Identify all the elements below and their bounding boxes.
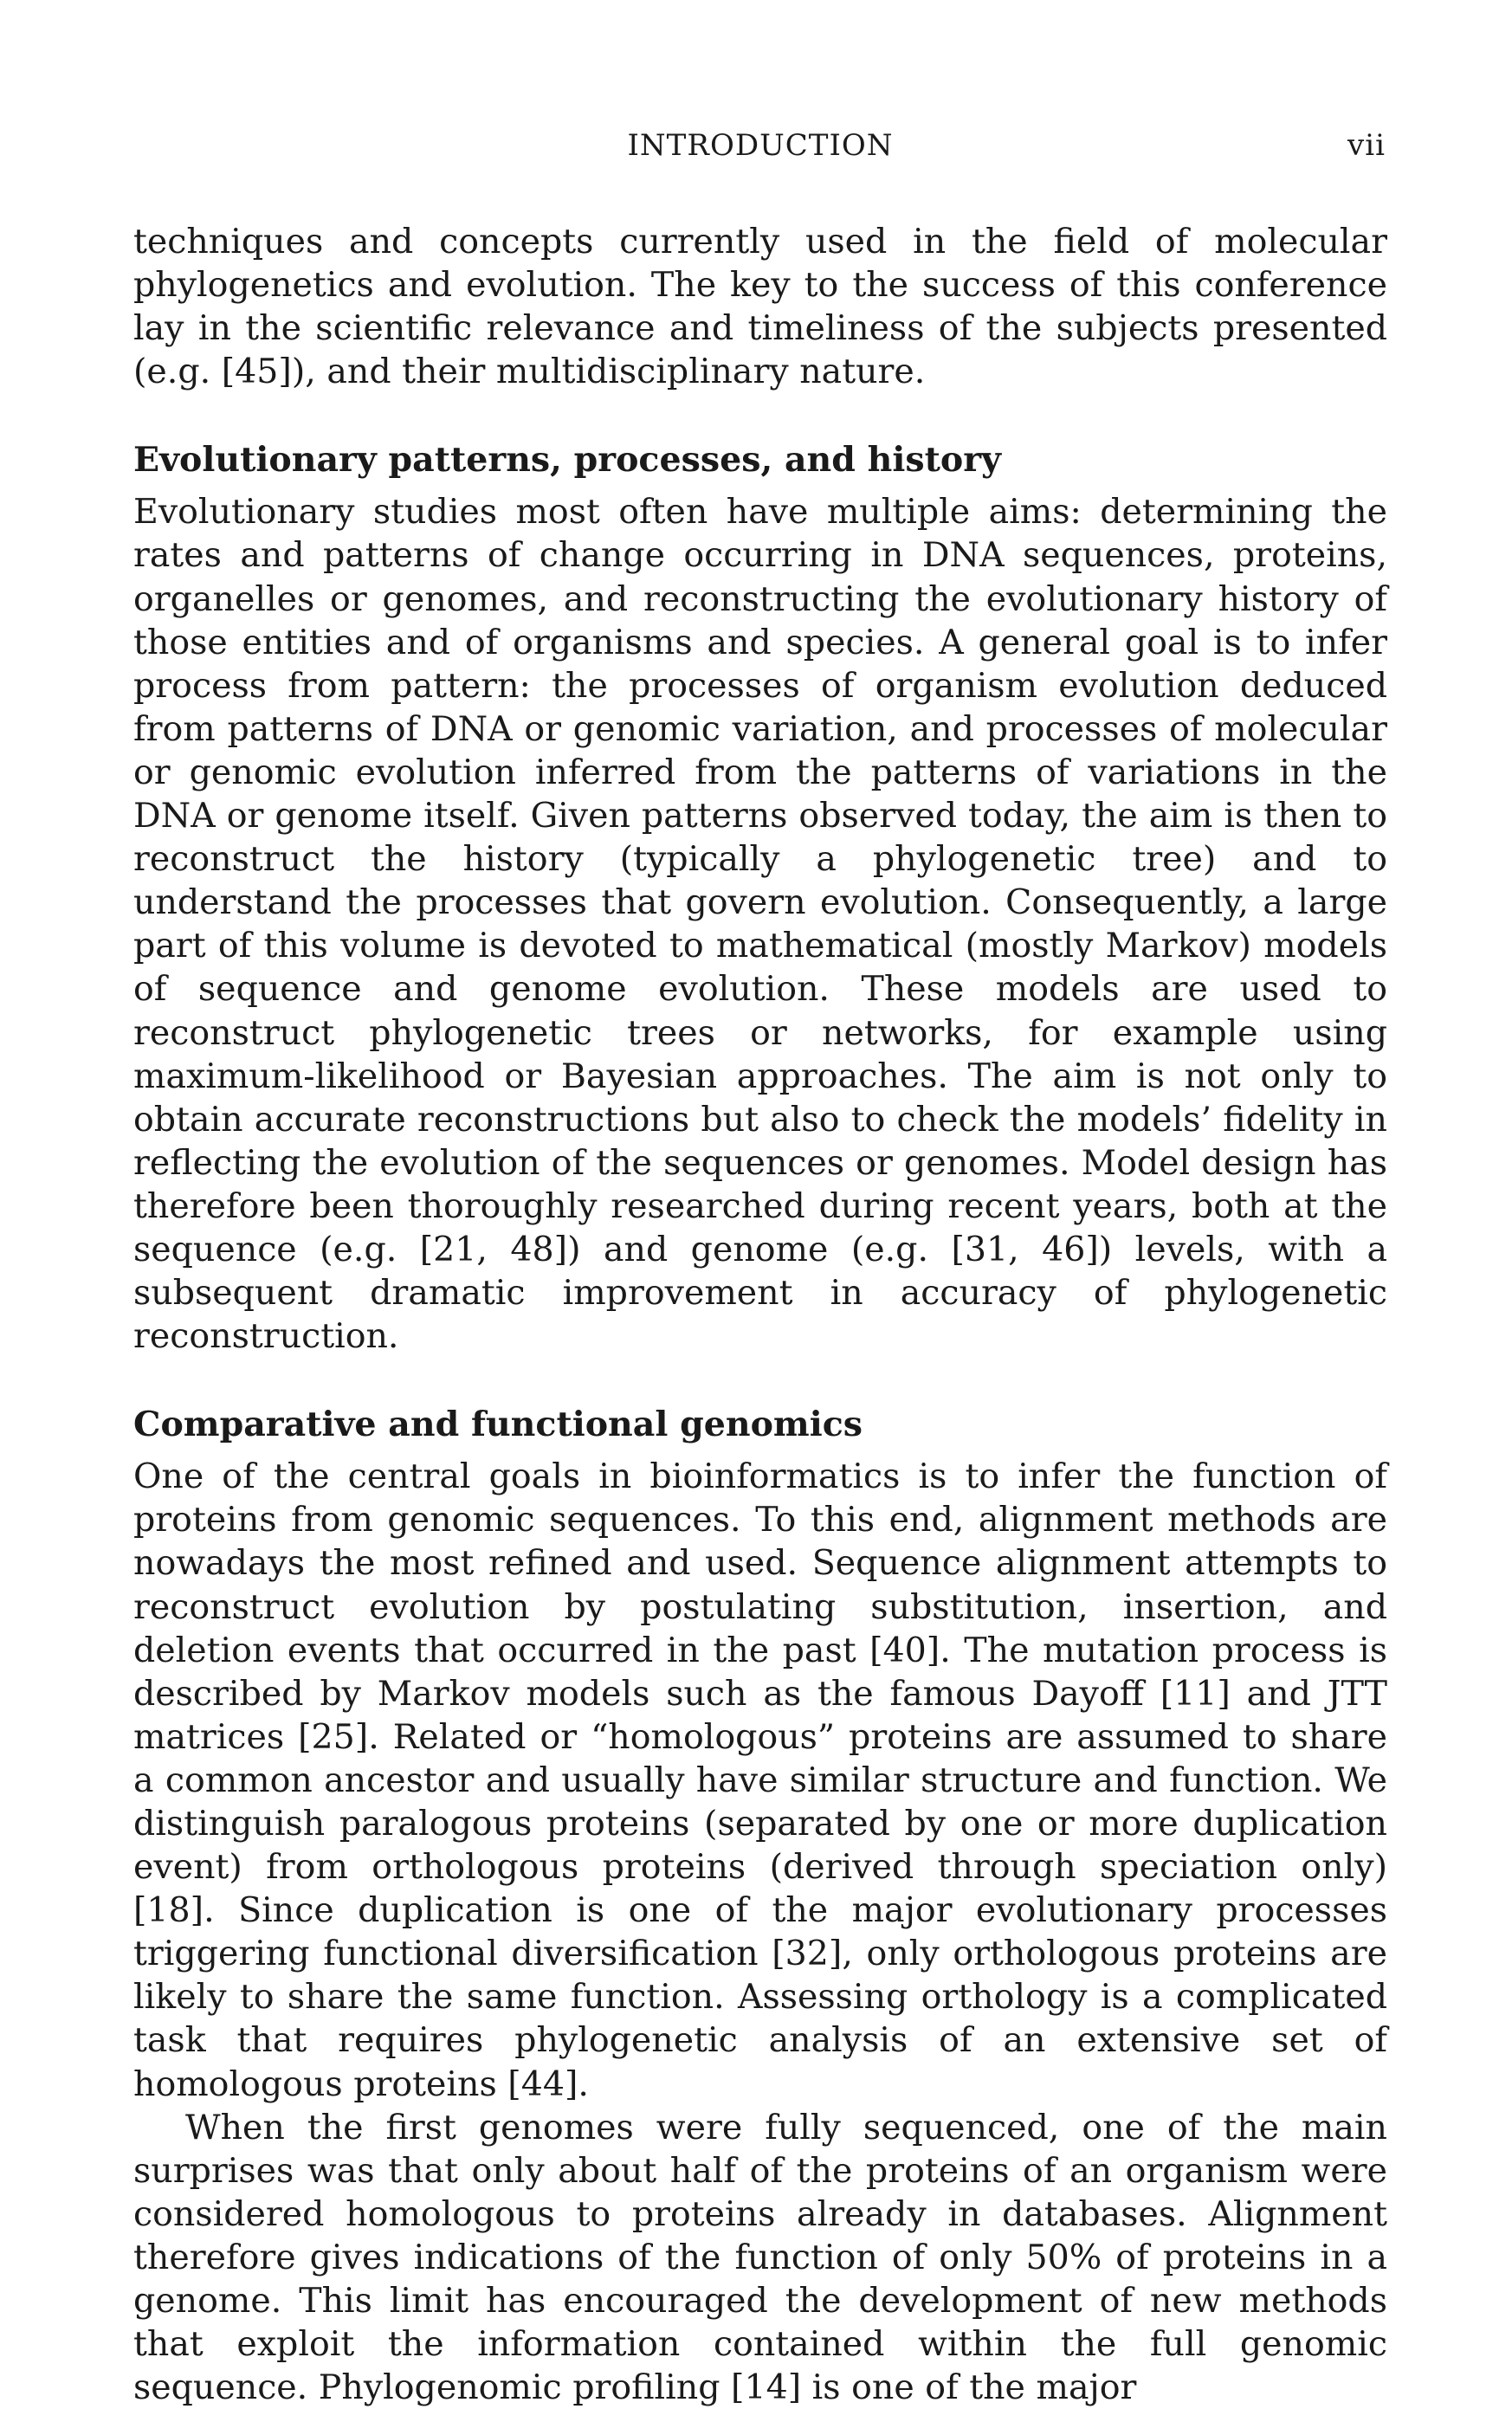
section-heading: Comparative and functional genomics (133, 1405, 863, 1445)
section-evolutionary-patterns (133, 438, 1387, 1358)
body-paragraph: Evolutionary studies most often have multiple aims: determining the rates and patterns of change occurring in DNA sequences, proteins, organelles or genomes, and reconstructing the evolutionary history of those entities and of organisms and species. A general goal is to infer process from pattern: the processes of organism evolution deduced from patterns of DNA or genomic variation, and processes of molecular or genomic evolution inferred from the patterns of variations in the DNA or genome itself. Given patterns observed today, the aim is then to reconstruct the history (typically a phylogenetic tree) and to understand the processes that govern evolution. Consequently, a large part of this volume is devoted to mathematical (mostly Markov) models of sequence and genome evolution. These models are used to reconstruct phylogenetic trees or networks, for example using maximum-likelihood or Bayesian approaches. The aim is not only to obtain accurate reconstructions but also to check the models’ fidelity in reflecting the evolution of the sequences or genomes. Model design has therefore been thoroughly researched during recent years, both at the sequence (e.g. [21, 48]) and genome (e.g. [31, 46]) levels, with a subsequent dramatic improvement in accuracy of phylogenetic reconstruction. (133, 492, 1387, 1357)
page-number: vii (1347, 128, 1386, 163)
body-paragraph: One of the central goals in bioinformatics is to infer the function of proteins from genomic sequences. To this end, alignment methods are nowadays the most refined and used. Sequence alignment attempts to reconstruct evolution by postulating substitution, insertion, and deletion events that occurred in the past [40]. The mutation process is described by Markov models such as the famous Dayoff [11] and JTT matrices [25]. Related or “homologous” proteins are assumed to share a common ancestor and usually have similar structure and function. We distinguish paralogous proteins (separated by one or more duplication event) from orthologous proteins (derived through speciation only) [18]. Since duplication is one of the major evolutionary processes triggering functional diversification [32], only orthologous proteins are likely to share the same function. Assessing orthology is a complicated task that requires phylogenetic analysis of an extensive set of homologous proteins [44]. (133, 1456, 1387, 2104)
section-comparative-genomics (133, 1403, 1387, 2409)
book-page (133, 121, 1387, 2409)
body-paragraph: When the first genomes were fully sequenced, one of the main surprises was that only about half of the proteins of an organism were considered homologous to proteins already in databases. Alignment therefore gives indications of the function of only 50% of proteins in a genome. This limit has encouraged the development of new methods that exploit the information contained within the full genomic sequence. Phylogenomic profiling [14] is one of the major (133, 2107, 1387, 2408)
running-head (133, 121, 1387, 173)
intro-paragraph: techniques and concepts currently used in the field of molecular phylogenetics and evolution. The key to the success of this conference lay in the scientific relevance and timeliness of the subjects presented (e.g. [45]), and their multidisciplinary nature. (133, 222, 1387, 392)
section-heading: Evolutionary patterns, processes, and history (133, 440, 1001, 481)
running-head-title: INTRODUCTION (627, 128, 894, 163)
